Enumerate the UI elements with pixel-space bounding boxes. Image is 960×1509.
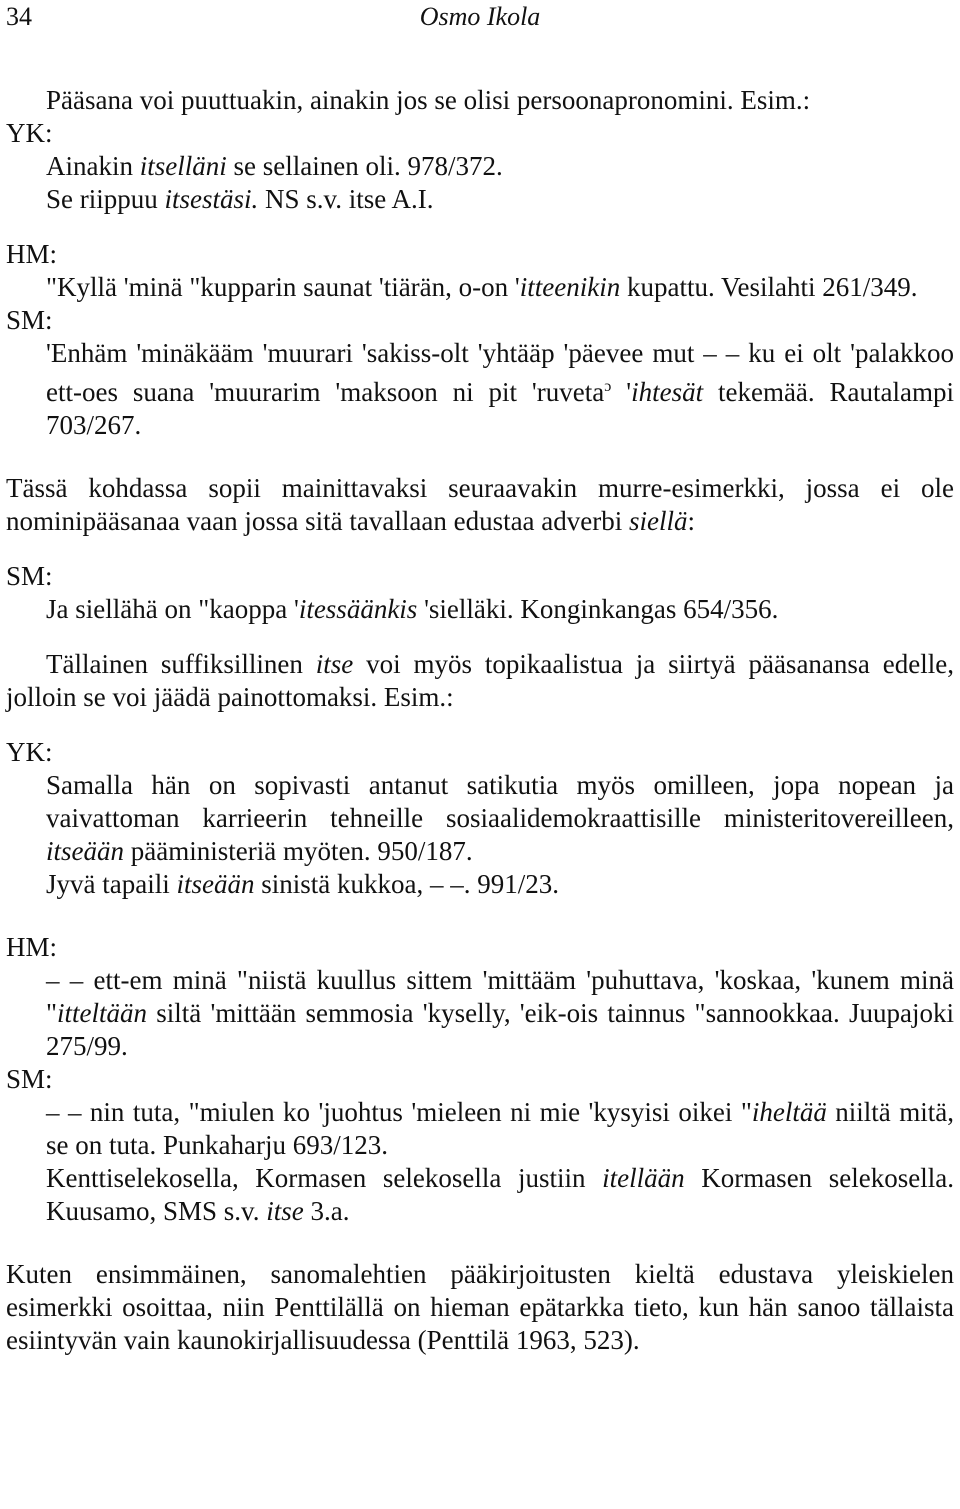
example-sentence: – – ett-em minä "niistä kuullus sittem 'mittääm 'puhuttava, 'koskaa, 'kunem minä "itteltään siltä 'mittään semmosia 'kyselly, 'eik-ois tainnus "sannookkaa. Juupajoki 275/99.: [46, 965, 954, 1061]
paragraph-intro: Pääsana voi puuttuakin, ainakin jos se olisi persoonapronomini. Esim.:: [46, 85, 811, 115]
example-sentence: Kenttiselekosella, Kormasen selekosella justiin itellään Kormasen selekosella. Kuusamo, SMS s.v. itse 3.a.: [46, 1163, 954, 1226]
page-header: [6, 0, 954, 32]
example-label-sm: SM:: [6, 1064, 53, 1094]
page-body: [6, 84, 954, 1357]
example-label-yk: YK:: [6, 737, 53, 767]
example-sentence: Se riippuu itsestäsi. NS s.v. itse A.I.: [46, 184, 434, 214]
example-sentence: Jyvä tapaili itseään sinistä kukkoa, – –. 991/23.: [46, 869, 559, 899]
example-label-hm: HM:: [6, 239, 58, 269]
example-sentence: Ainakin itselläni se sellainen oli. 978/372.: [46, 151, 503, 181]
example-label-sm: SM:: [6, 561, 53, 591]
example-sentence: Ja siellähä on "kaoppa 'itessäänkis 'sielläki. Konginkangas 654/356.: [46, 594, 779, 624]
example-label-sm: SM:: [6, 305, 53, 335]
body-paragraph: Tällainen suffiksillinen itse voi myös topikaalistua ja siirtyä pääsanansa edelle, jolloin se voi jäädä painottomaksi. Esim.:: [6, 649, 954, 712]
page-number: 34: [6, 2, 32, 31]
body-paragraph: Tässä kohdassa sopii mainittavaksi seuraavakin murre-esimerkki, jossa ei ole nominipääsanaa vaan jossa sitä tavallaan edustaa adverbi siellä:: [6, 473, 954, 536]
example-label-hm: HM:: [6, 932, 58, 962]
example-label-yk: YK:: [6, 118, 53, 148]
running-head: Osmo Ikola: [419, 2, 541, 31]
example-sentence: 'Enhäm 'minäkääm 'muurari 'sakiss-olt 'yhtääp 'päevee mut – – ku ei olt 'palakkoo ett-oes suana 'muurarim 'maksoon ni pit 'ruveta$^ɔ$ 'ihtesät tekemää. Rautalampi 703/267.: [46, 338, 955, 440]
example-sentence: – – nin tuta, "miulen ko 'juohtus 'mieleen ni mie 'kysyisi oikei "iheltää niiltä mitä, se on tuta. Punkaharju 693/123.: [46, 1097, 954, 1160]
body-paragraph: Kuten ensimmäinen, sanomalehtien pääkirjoitusten kieltä edustava yleiskielen esimerkki osoittaa, niin Penttilällä on hieman epätarkka tieto, kun hän sanoo tällaista esiintyvän vain kaunokirjallisuudessa (Penttilä 1963, 523).: [6, 1259, 954, 1355]
example-sentence: "Kyllä 'minä "kupparin saunat 'tiärän, o-on 'itteenikin kupattu. Vesilahti 261/349.: [46, 272, 918, 302]
example-sentence: Samalla hän on sopivasti antanut satikutia myös omilleen, jopa nopean ja vaivattoman karrieerin tehneille sosiaalidemokraattisille ministeritovereilleen, itseään pääministeriä myöten. 950/187.: [46, 770, 954, 866]
